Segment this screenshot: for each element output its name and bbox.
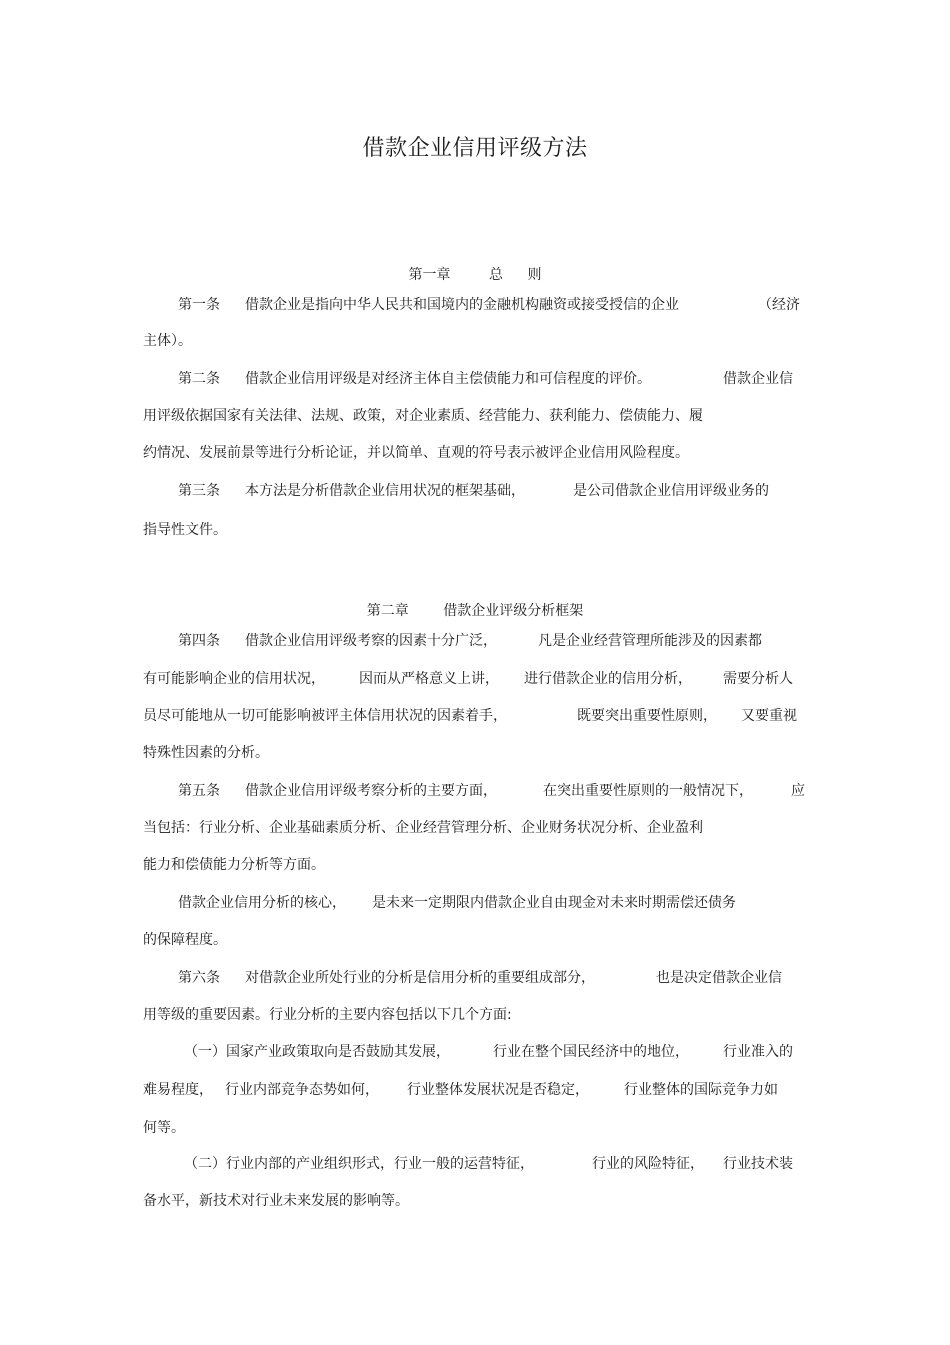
article-4-line-4: 特殊性因素的分析。 [143, 745, 269, 761]
article-3-text: 本方法是分析借款企业信用状况的框架基础， [245, 483, 525, 499]
article-1-text-end: （经济 [758, 297, 800, 313]
core-paragraph-part-1: 借款企业信用分析的核心， [178, 895, 346, 911]
item-2-line-2: 备水平，新技术对行业未来发展的影响等。 [143, 1193, 409, 1209]
item-2-part-2: 行业的风险特征， [592, 1156, 704, 1172]
article-4-line-2b: 因而从严格意义上讲， [359, 671, 499, 687]
article-5-label: 第五条 [178, 783, 220, 799]
article-1-line-2: 主体）。 [143, 333, 192, 349]
article-4-line-3b: 既要突出重要性原则， [577, 708, 717, 724]
article-3-text-end: 是公司借款企业信用评级业务的 [573, 483, 769, 499]
chapter-1-heading [0, 264, 950, 284]
article-6-line-2: 用等级的重要因素。行业分析的主要内容包括以下几个方面: [143, 1007, 512, 1023]
article-4-line-3a: 员尽可能地从一切可能影响被评主体信用状况的因素着手， [143, 708, 507, 724]
article-2-text: 借款企业信用评级是对经济主体自主偿债能力和可信程度的评价。 [245, 371, 651, 387]
item-1-line-2c: 行业整体发展状况是否稳定， [407, 1082, 589, 1098]
chapter-2-name: 借款企业评级分析框架 [443, 603, 584, 619]
article-2-label: 第二条 [178, 371, 220, 387]
chapter-1-name-part-1: 总 [489, 267, 503, 283]
chapter-1-number: 第一章 [408, 267, 451, 283]
article-2-line-3: 约情况、发展前景等进行分析论证，并以简单、直观的符号表示被评企业信用风险程度。 [143, 445, 689, 461]
item-2-part-1: （二）行业内部的产业组织形式，行业一般的运营特征， [184, 1156, 534, 1172]
article-6-label: 第六条 [178, 970, 220, 986]
article-1-label: 第一条 [178, 297, 220, 313]
chapter-2-heading [0, 600, 950, 620]
article-6-text: 对借款企业所处行业的分析是信用分析的重要组成部分， [245, 970, 595, 986]
item-1-part-3: 行业准入的 [723, 1044, 793, 1060]
item-2-part-3: 行业技术装 [723, 1156, 793, 1172]
item-1-part-1: （一）国家产业政策取向是否鼓励其发展， [184, 1044, 450, 1060]
article-2-line-2: 用评级依据国家有关法律、法规、政策，对企业素质、经营能力、获利能力、偿债能力、履 [143, 408, 703, 424]
article-3-line-2: 指导性文件。 [143, 522, 227, 538]
article-5-text-end: 应 [791, 783, 805, 799]
article-4-label: 第四条 [178, 633, 220, 649]
item-1-line-2b: 行业内部竞争态势如何， [225, 1082, 379, 1098]
article-4-text-end: 凡是企业经营管理所能涉及的因素都 [538, 633, 762, 649]
article-1-text: 借款企业是指向中华人民共和国境内的金融机构融资或接受授信的企业 [245, 297, 679, 313]
document-title: 借款企业信用评级方法 [362, 136, 588, 161]
article-4-line-2c: 进行借款企业的信用分析， [524, 671, 692, 687]
item-1-line-3: 何等。 [143, 1120, 185, 1136]
article-4-line-2d: 需要分析人 [723, 671, 793, 687]
article-2-text-end: 借款企业信 [723, 371, 793, 387]
article-4-line-2a: 有可能影响企业的信用状况， [143, 671, 325, 687]
chapter-2-number: 第二章 [366, 603, 409, 619]
core-paragraph-line-2: 的保障程度。 [143, 932, 227, 948]
article-5-line-2: 当包括：行业分析、企业基础素质分析、企业经营管理分析、企业财务状况分析、企业盈利 [143, 820, 703, 836]
item-1-part-2: 行业在整个国民经济中的地位， [493, 1044, 689, 1060]
article-3-label: 第三条 [178, 483, 220, 499]
core-paragraph-part-2: 是未来一定期限内借款企业自由现金对未来时期需偿还债务 [372, 895, 736, 911]
article-5-text: 借款企业信用评级考察分析的主要方面， [245, 783, 497, 799]
item-1-line-2a: 难易程度， [143, 1082, 213, 1098]
chapter-1-name-part-2: 则 [527, 267, 542, 283]
article-6-text-end: 也是决定借款企业信 [656, 970, 782, 986]
item-1-line-2d: 行业整体的国际竞争力如 [624, 1082, 778, 1098]
article-5-text-mid: 在突出重要性原则的一般情况下， [543, 783, 753, 799]
article-4-line-3c: 又要重视 [741, 708, 797, 724]
article-4-text: 借款企业信用评级考察的因素十分广泛， [245, 633, 497, 649]
article-5-line-3: 能力和偿债能力分析等方面。 [143, 857, 325, 873]
